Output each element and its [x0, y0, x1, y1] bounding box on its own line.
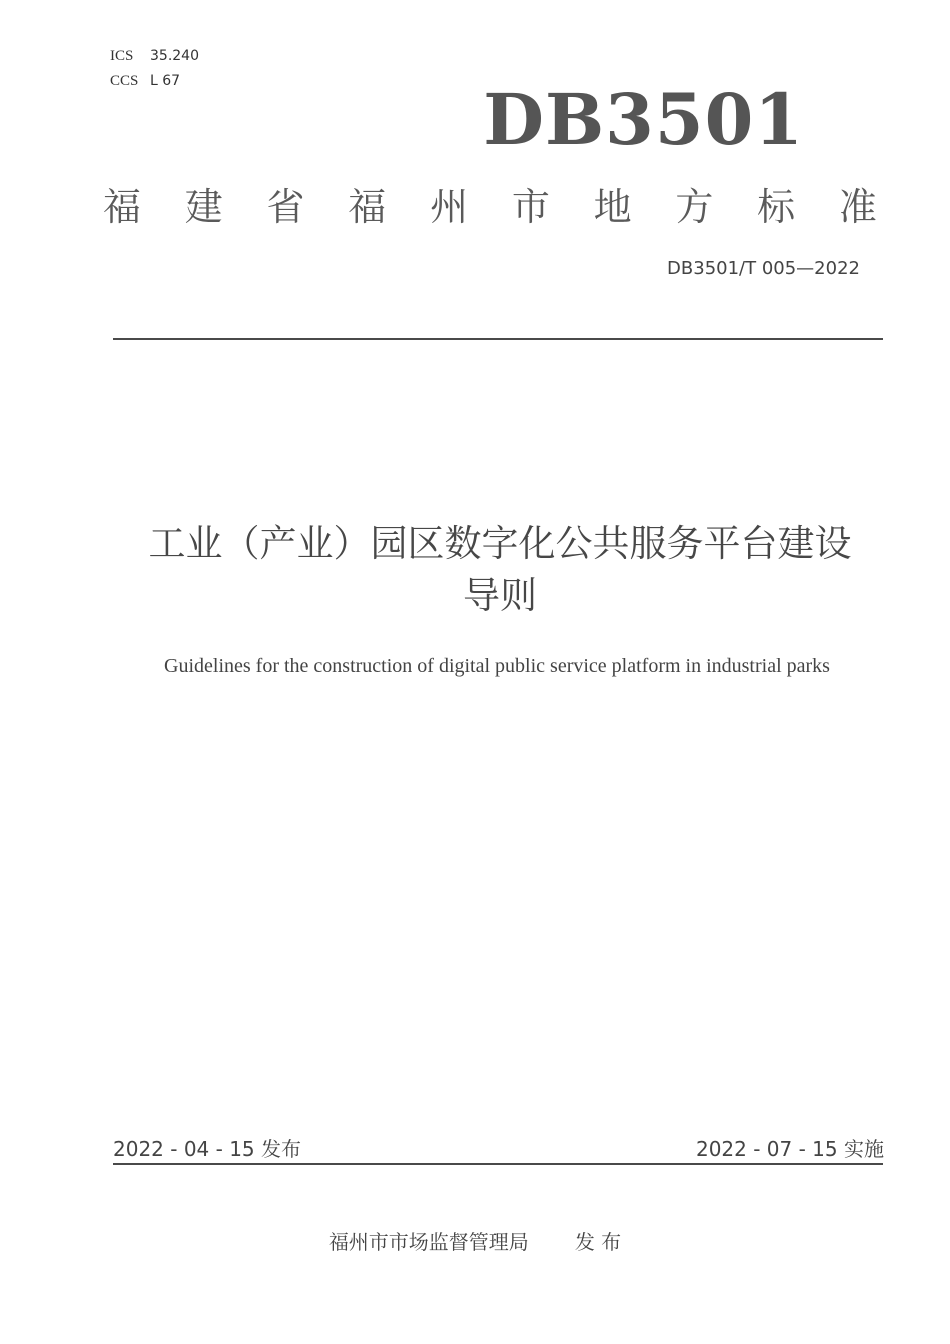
standard-type-char: 州 — [430, 185, 469, 229]
local-standard-code: DB3501 — [483, 78, 804, 161]
top-divider — [113, 338, 883, 340]
ics-code-row — [110, 44, 199, 69]
bottom-divider — [113, 1163, 883, 1165]
implementation-date: 2022 - 07 - 15 实施 — [695, 1137, 884, 1161]
publisher-line — [0, 1226, 950, 1255]
ics-label: ICS — [110, 48, 134, 64]
ccs-value: L 67 — [150, 73, 181, 89]
standard-type-char: 地 — [593, 185, 632, 229]
standard-number: DB3501/T 005—2022 — [667, 258, 860, 279]
ics-value: 35.240 — [150, 48, 199, 64]
issue-date: 2022 - 04 - 15 发布 — [113, 1137, 302, 1161]
standard-type-char: 准 — [838, 185, 877, 229]
standard-type-char: 市 — [511, 185, 550, 229]
publisher-action: 发 布 — [574, 1230, 622, 1254]
ccs-code-row — [110, 69, 199, 94]
standard-type-char: 标 — [757, 185, 796, 229]
document-title-line1: 工业（产业）园区数字化公共服务平台建设 — [148, 522, 852, 565]
document-title-english: Guidelines for the construction of digital public service platform in industrial parks — [164, 655, 830, 677]
document-title-line2: 导则 — [463, 574, 537, 617]
standard-type-char: 建 — [184, 185, 223, 229]
standard-type-title — [103, 184, 877, 230]
document-title — [60, 518, 940, 622]
classification-codes — [110, 44, 199, 94]
ccs-label: CCS — [110, 73, 139, 89]
standard-type-char: 福 — [103, 185, 142, 229]
publisher-name: 福州市市场监督管理局 — [328, 1230, 529, 1254]
standard-type-char: 福 — [348, 185, 387, 229]
standard-type-char: 方 — [675, 185, 714, 229]
standard-type-char: 省 — [266, 185, 305, 229]
